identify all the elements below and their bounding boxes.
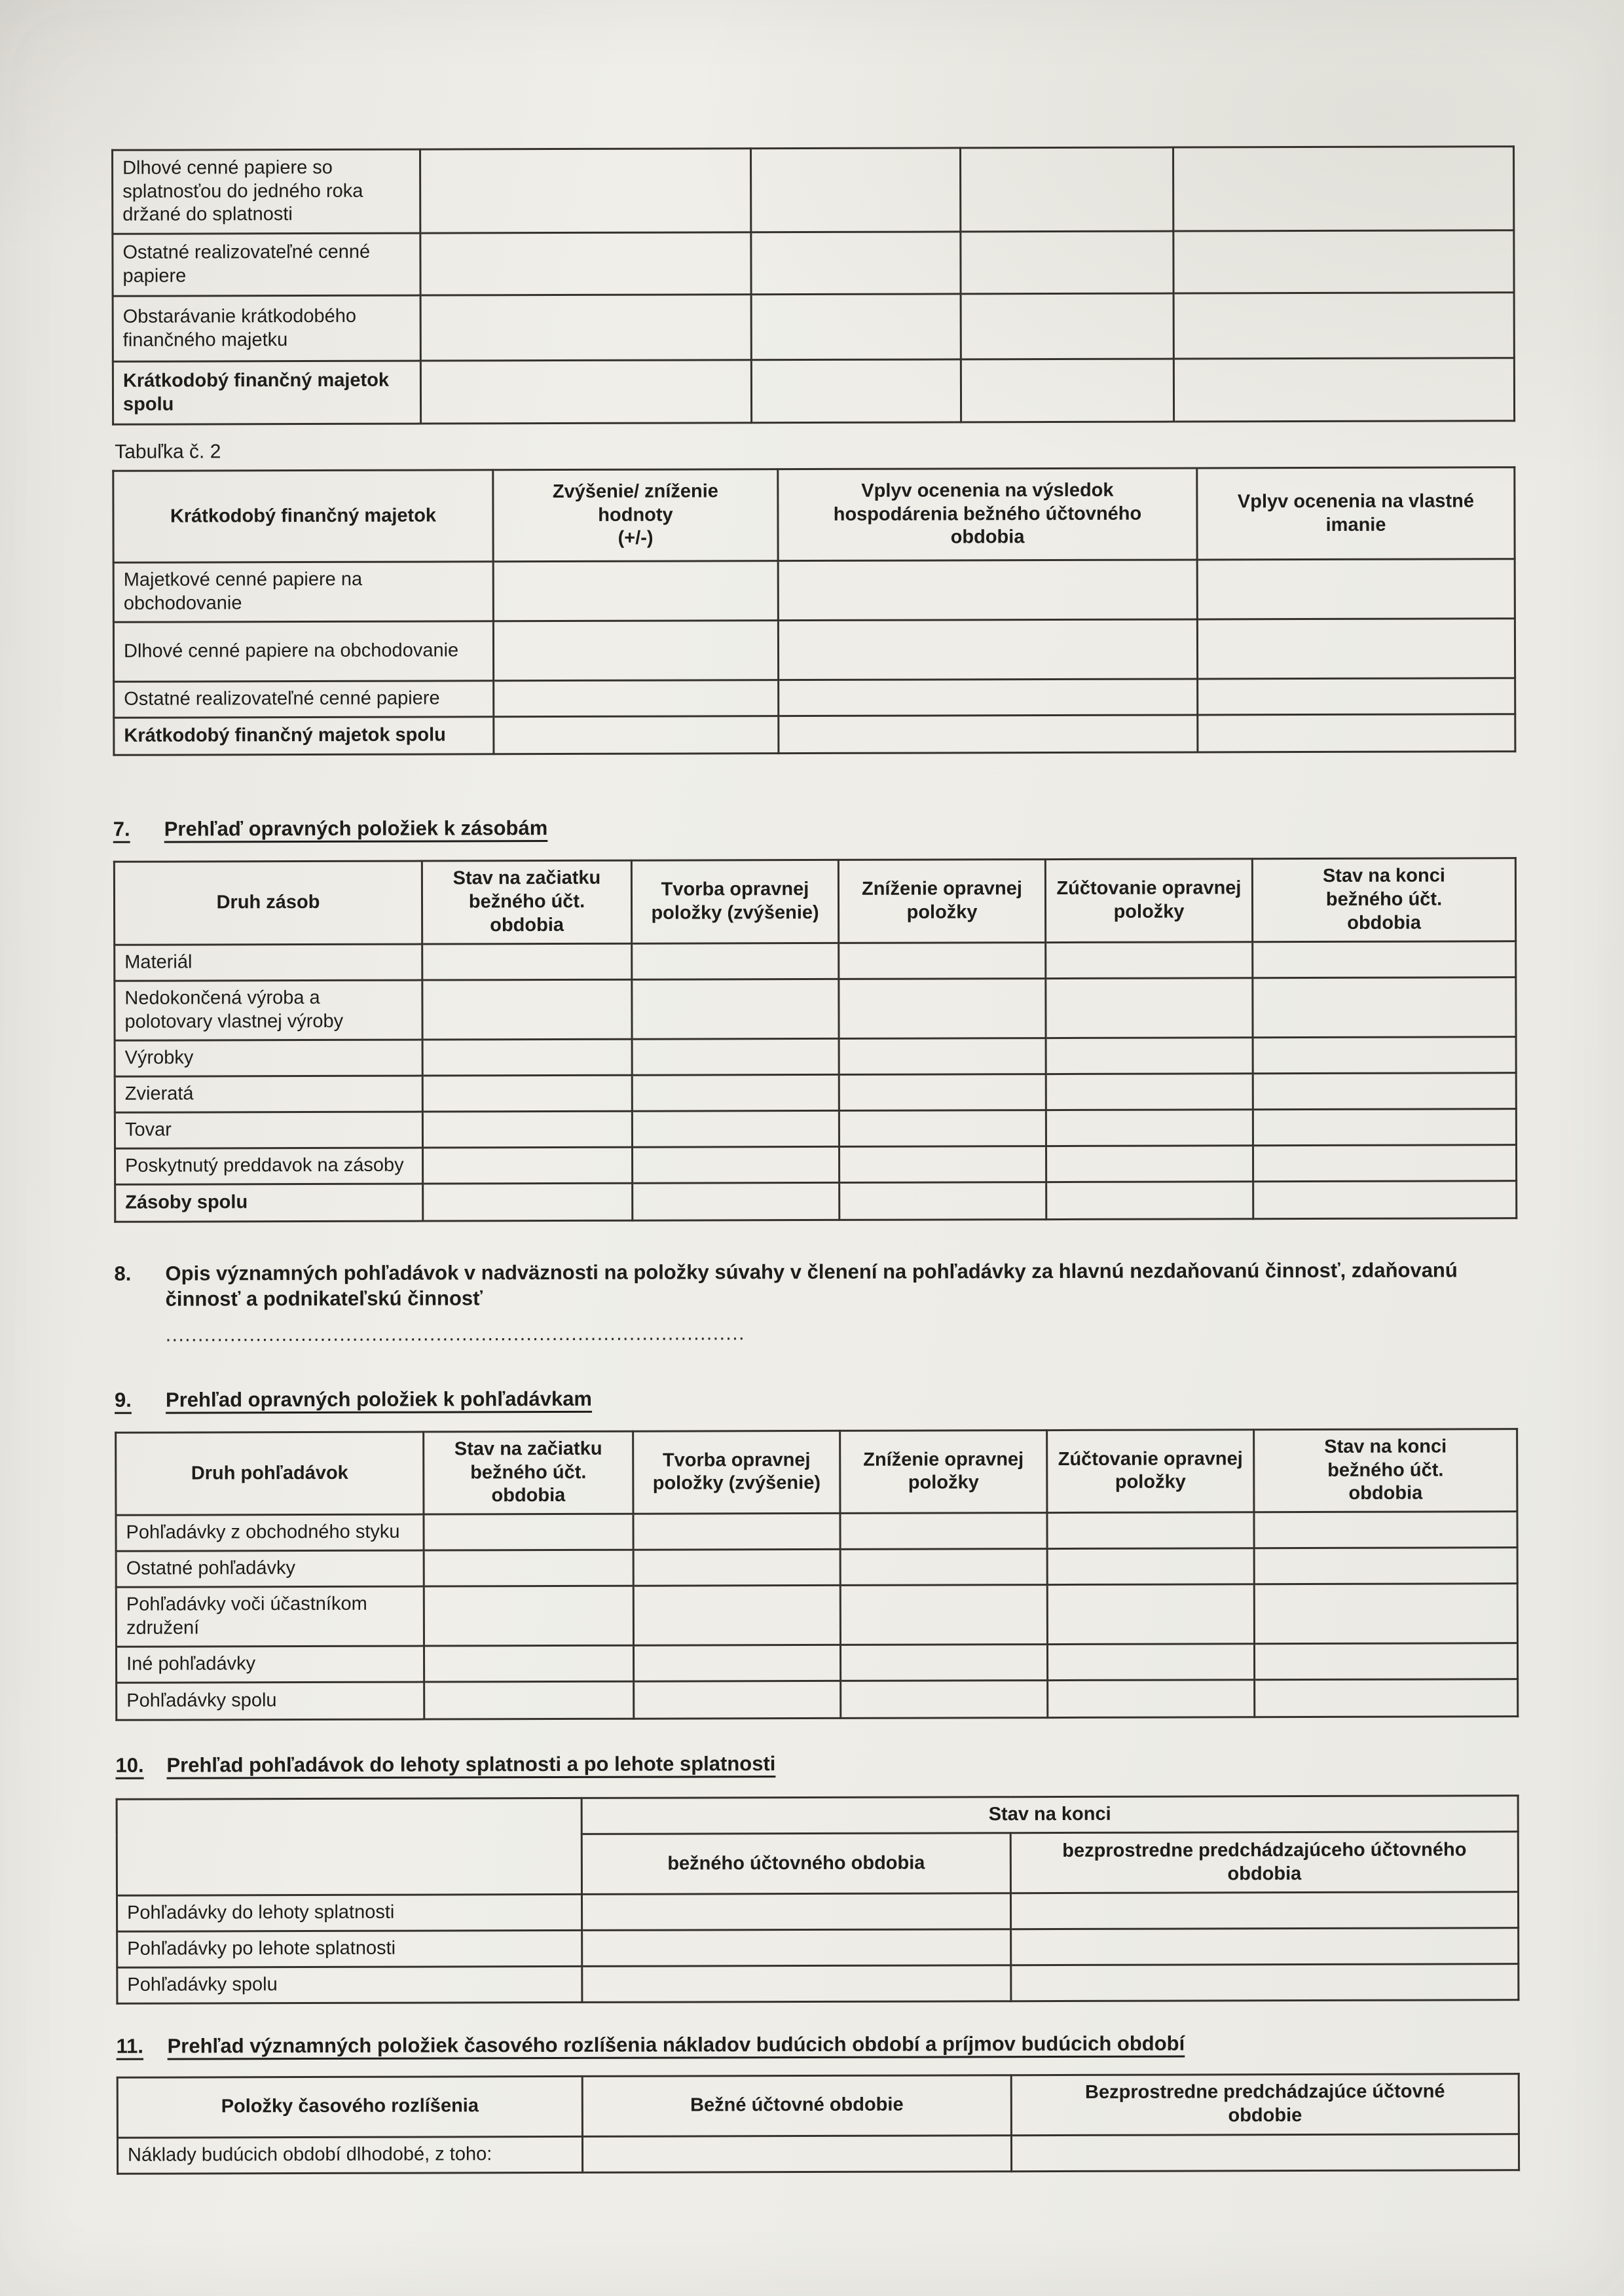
empty-data-cell bbox=[493, 561, 778, 621]
empty-data-cell bbox=[1047, 1548, 1254, 1585]
section-number: 10. bbox=[115, 1754, 144, 1777]
table-row bbox=[113, 293, 1514, 362]
column-header: Bežné účtovné obdobie bbox=[582, 2075, 1011, 2136]
table-row bbox=[117, 2134, 1519, 2174]
table-row bbox=[115, 1072, 1516, 1112]
row-label: Majetkové cenné papiere na obchodovanie bbox=[113, 562, 493, 623]
empty-data-cell bbox=[633, 1182, 840, 1220]
empty-data-cell bbox=[493, 621, 778, 681]
empty-data-cell bbox=[422, 943, 632, 980]
span-header: Stav na konci bbox=[581, 1796, 1518, 1834]
empty-data-cell bbox=[1253, 941, 1516, 977]
table-header-row bbox=[114, 858, 1515, 944]
column-header: Bezprostredne predchádzajúce účtovné obdobie bbox=[1011, 2073, 1519, 2135]
empty-data-cell bbox=[422, 1075, 632, 1112]
empty-data-cell bbox=[1046, 977, 1253, 1038]
empty-data-cell bbox=[582, 2135, 1011, 2172]
accruals-table bbox=[117, 2073, 1520, 2175]
empty-data-cell bbox=[424, 1586, 633, 1647]
table-row bbox=[116, 1512, 1517, 1552]
column-header: Tvorba opravnej položky (zvýšenie) bbox=[633, 1430, 840, 1514]
section-title: Prehľaď opravných položiek k zásobám bbox=[164, 816, 548, 841]
empty-data-cell bbox=[1046, 941, 1253, 978]
row-label: Pohľadávky spolu bbox=[117, 1682, 424, 1720]
empty-data-cell bbox=[841, 1681, 1048, 1719]
empty-data-cell bbox=[1173, 230, 1514, 293]
column-header: Stav na konci bežného účt. obdobia bbox=[1254, 1429, 1517, 1512]
empty-data-cell bbox=[1047, 1584, 1254, 1645]
table-row bbox=[115, 1036, 1516, 1076]
empty-data-cell bbox=[840, 1585, 1047, 1645]
empty-data-cell bbox=[582, 1965, 1011, 2003]
empty-data-cell bbox=[420, 360, 751, 424]
column-header: Zníženie opravnej položky bbox=[838, 859, 1045, 943]
row-label: Obstarávanie krátkodobého finančného majetku bbox=[113, 295, 420, 361]
receivables-maturity-table bbox=[116, 1795, 1520, 2005]
column-header: Tvorba opravnej položky (zvýšenie) bbox=[631, 860, 838, 943]
empty-data-cell bbox=[423, 1183, 633, 1221]
empty-data-cell bbox=[1046, 1073, 1253, 1110]
empty-data-cell bbox=[1198, 678, 1515, 715]
section-9-heading bbox=[115, 1383, 1516, 1413]
empty-data-cell bbox=[751, 148, 961, 232]
empty-data-cell bbox=[1173, 147, 1514, 231]
empty-data-cell bbox=[839, 1038, 1046, 1074]
empty-data-cell bbox=[422, 1111, 632, 1148]
row-label: Zvieratá bbox=[115, 1076, 422, 1112]
section-title: Opis významných pohľadávok v nadväznosti na položky súvahy v členení na pohľadávky za hlavnú nezdaňovanú činnosť, zdaňovanú činnosť a podnikateľskú činnosť bbox=[165, 1258, 1458, 1311]
table-row bbox=[114, 678, 1515, 718]
section-title: Prehľad pohľadávok do lehoty splatnosti a po lehote splatnosti bbox=[166, 1752, 776, 1777]
table-header-row bbox=[116, 1429, 1517, 1515]
empty-data-cell bbox=[633, 1586, 840, 1646]
column-header: Zúčtovanie opravnej položky bbox=[1045, 858, 1252, 942]
column-header: Vplyv ocenenia na vlastné imanie bbox=[1197, 467, 1515, 560]
inventory-provisions-table bbox=[113, 857, 1517, 1222]
table-row bbox=[115, 941, 1516, 981]
table-total-row bbox=[115, 1180, 1517, 1222]
table-total-row bbox=[113, 358, 1514, 425]
empty-data-cell bbox=[1047, 1512, 1254, 1549]
empty-data-cell bbox=[581, 1893, 1010, 1931]
row-label: Náklady budúcich období dlhodobé, z toho: bbox=[117, 2136, 582, 2174]
section-number: 7. bbox=[113, 817, 130, 841]
empty-data-cell bbox=[420, 295, 751, 361]
table-row bbox=[113, 147, 1514, 234]
empty-data-cell bbox=[633, 1645, 840, 1682]
empty-data-cell bbox=[751, 294, 961, 360]
empty-data-cell bbox=[961, 231, 1173, 294]
empty-data-cell bbox=[1046, 1037, 1253, 1074]
table-row bbox=[116, 1643, 1517, 1683]
empty-data-cell bbox=[420, 149, 751, 233]
section-title: Prehľad opravných položiek k pohľadávkam bbox=[165, 1387, 593, 1412]
row-label: Ostatné realizovateľné cenné papiere bbox=[114, 681, 494, 718]
row-label: Dlhové cenné papiere so splatnosťou do jedného roka držané do splatnosti bbox=[113, 149, 420, 234]
row-label: Pohľadávky z obchodného styku bbox=[116, 1514, 424, 1551]
empty-data-cell bbox=[632, 1038, 839, 1075]
section-number: 9. bbox=[114, 1388, 132, 1412]
row-label: Pohľadávky spolu bbox=[117, 1966, 582, 2003]
empty-data-cell bbox=[751, 359, 961, 423]
empty-data-cell bbox=[1255, 1679, 1518, 1717]
row-label: Krátkodobý finančný majetok spolu bbox=[114, 717, 494, 756]
table-row bbox=[117, 1964, 1519, 2004]
empty-data-cell bbox=[1254, 1548, 1517, 1584]
empty-data-cell bbox=[420, 232, 751, 295]
empty-data-cell bbox=[422, 1039, 632, 1076]
table-row bbox=[115, 977, 1516, 1040]
table-row bbox=[117, 1928, 1519, 1968]
empty-data-cell bbox=[1046, 1109, 1253, 1146]
empty-data-cell bbox=[1253, 1036, 1516, 1073]
table-row bbox=[113, 619, 1515, 682]
row-label: Pohľadávky po lehote splatnosti bbox=[117, 1930, 582, 1967]
dotted-fill-line: .......................................................................................... bbox=[165, 1322, 745, 1346]
table-row bbox=[115, 1108, 1516, 1148]
table-total-row bbox=[114, 714, 1515, 756]
table-row bbox=[113, 230, 1514, 297]
empty-data-cell bbox=[779, 679, 1198, 716]
empty-data-cell bbox=[1046, 1145, 1253, 1182]
empty-data-cell bbox=[632, 943, 839, 979]
empty-data-cell bbox=[839, 942, 1046, 979]
column-header: Vplyv ocenenia na výsledok hospodárenia bežného účtovného obdobia bbox=[778, 468, 1197, 561]
section-number: 11. bbox=[116, 2034, 144, 2058]
table-row bbox=[116, 1584, 1517, 1647]
receivables-provisions-table bbox=[115, 1428, 1519, 1721]
section-8-heading bbox=[114, 1257, 1515, 1313]
row-label: Materiál bbox=[115, 944, 422, 981]
column-header: Druh pohľadávok bbox=[116, 1432, 424, 1516]
empty-data-cell bbox=[1011, 1928, 1519, 1965]
table-row bbox=[113, 559, 1515, 623]
row-label: Tovar bbox=[115, 1112, 422, 1148]
row-label: Ostatné pohľadávky bbox=[116, 1550, 424, 1587]
empty-data-cell bbox=[422, 979, 632, 1040]
empty-data-cell bbox=[633, 1514, 840, 1550]
empty-data-cell bbox=[632, 1074, 839, 1111]
section-title: Prehľad významných položiek časového rozlíšenia nákladov budúcich období a príjmov budúcich období bbox=[167, 2032, 1185, 2058]
empty-data-cell bbox=[840, 1182, 1046, 1220]
empty-data-cell bbox=[1046, 1181, 1253, 1219]
row-label: Dlhové cenné papiere na obchodovanie bbox=[113, 621, 493, 682]
empty-data-cell bbox=[494, 716, 779, 754]
empty-data-cell bbox=[632, 979, 839, 1039]
empty-data-cell bbox=[840, 1549, 1047, 1586]
table-header-row bbox=[113, 467, 1515, 563]
empty-data-cell bbox=[1253, 1072, 1516, 1109]
empty-data-cell bbox=[422, 1147, 632, 1184]
empty-data-cell bbox=[424, 1682, 634, 1720]
column-header: Zúčtovanie opravnej položky bbox=[1047, 1429, 1254, 1513]
empty-data-cell bbox=[424, 1514, 633, 1551]
empty-data-cell bbox=[632, 1110, 839, 1147]
column-header: Zníženie opravnej položky bbox=[840, 1430, 1047, 1514]
column-header: Stav na konci bežného účt. obdobia bbox=[1252, 858, 1515, 941]
empty-data-cell bbox=[1254, 1643, 1517, 1680]
row-label: Iné pohľadávky bbox=[116, 1646, 424, 1683]
empty-data-cell bbox=[494, 680, 779, 717]
empty-data-cell bbox=[1253, 1108, 1516, 1145]
empty-data-cell bbox=[1048, 1680, 1255, 1718]
empty-data-cell bbox=[582, 1929, 1011, 1967]
empty-header-cell bbox=[117, 1798, 581, 1896]
empty-data-cell bbox=[1254, 1512, 1517, 1548]
row-label: Krátkodobý finančný majetok spolu bbox=[113, 361, 420, 424]
table-row bbox=[115, 1144, 1516, 1184]
row-label: Pohľadávky voči účastníkom združení bbox=[116, 1586, 424, 1647]
empty-data-cell bbox=[1010, 1892, 1518, 1929]
empty-data-cell bbox=[779, 715, 1198, 754]
section-7-heading bbox=[113, 812, 1515, 842]
column-header: Stav na začiatku bežného účt. obdobia bbox=[424, 1431, 633, 1515]
short-term-financial-assets-table bbox=[111, 145, 1515, 426]
empty-data-cell bbox=[1253, 1144, 1516, 1181]
empty-data-cell bbox=[961, 359, 1173, 422]
empty-data-cell bbox=[1254, 1584, 1517, 1644]
empty-data-cell bbox=[839, 1110, 1046, 1146]
row-label: Ostatné realizovateľné cenné papiere bbox=[113, 233, 420, 296]
empty-data-cell bbox=[634, 1681, 841, 1719]
table-row bbox=[117, 1679, 1518, 1721]
row-label: Nedokončená výroba a polotovary vlastnej výroby bbox=[115, 980, 422, 1040]
empty-data-cell bbox=[1253, 977, 1516, 1037]
empty-data-cell bbox=[632, 1146, 839, 1183]
empty-data-cell bbox=[424, 1550, 633, 1587]
page-content bbox=[111, 145, 1518, 2174]
empty-data-cell bbox=[1198, 714, 1515, 752]
empty-data-cell bbox=[751, 232, 961, 295]
empty-data-cell bbox=[1253, 1180, 1517, 1218]
empty-data-cell bbox=[839, 1146, 1046, 1182]
column-header: Položky časového rozlíšenia bbox=[117, 2076, 582, 2138]
column-header: bežného účtovného obdobia bbox=[581, 1833, 1010, 1895]
column-header: Krátkodobý finančný majetok bbox=[113, 470, 493, 563]
column-header: Druh zásob bbox=[114, 861, 422, 945]
empty-data-cell bbox=[1047, 1644, 1254, 1681]
row-label: Pohľadávky do lehoty splatnosti bbox=[117, 1894, 581, 1931]
empty-data-cell bbox=[961, 147, 1173, 232]
table-header-row bbox=[117, 2073, 1519, 2138]
empty-data-cell bbox=[839, 978, 1046, 1038]
empty-data-cell bbox=[961, 293, 1173, 359]
empty-data-cell bbox=[1011, 1964, 1519, 2001]
empty-data-cell bbox=[840, 1645, 1047, 1681]
row-label: Zásoby spolu bbox=[115, 1184, 423, 1222]
table-row bbox=[117, 1892, 1518, 1932]
empty-data-cell bbox=[1197, 619, 1515, 679]
section-number: 8. bbox=[114, 1262, 132, 1285]
table2-caption: Tabuľka č. 2 bbox=[115, 441, 221, 463]
empty-data-cell bbox=[778, 560, 1197, 621]
empty-data-cell bbox=[839, 1074, 1046, 1110]
empty-data-cell bbox=[424, 1646, 633, 1683]
empty-data-cell bbox=[1197, 559, 1515, 619]
column-header: Stav na začiatku bežného účt. obdobia bbox=[422, 860, 631, 944]
row-label: Výrobky bbox=[115, 1040, 422, 1076]
empty-data-cell bbox=[840, 1513, 1047, 1550]
column-header: Zvýšenie/ zníženie hodnoty (+/-) bbox=[493, 469, 778, 562]
empty-data-cell bbox=[1011, 2134, 1519, 2171]
valuation-impact-table bbox=[112, 466, 1516, 756]
table-header-row bbox=[117, 1796, 1518, 1836]
empty-data-cell bbox=[633, 1550, 840, 1586]
section-10-heading bbox=[115, 1749, 1517, 1779]
row-label: Poskytnutý preddavok na zásoby bbox=[115, 1148, 422, 1184]
empty-data-cell bbox=[778, 619, 1197, 680]
empty-data-cell bbox=[1173, 293, 1514, 359]
empty-data-cell bbox=[1173, 358, 1514, 422]
section-11-heading bbox=[117, 2030, 1518, 2059]
table-row bbox=[116, 1548, 1517, 1588]
column-header: bezprostredne predchádzajúceho účtovného obdobia bbox=[1010, 1832, 1518, 1893]
